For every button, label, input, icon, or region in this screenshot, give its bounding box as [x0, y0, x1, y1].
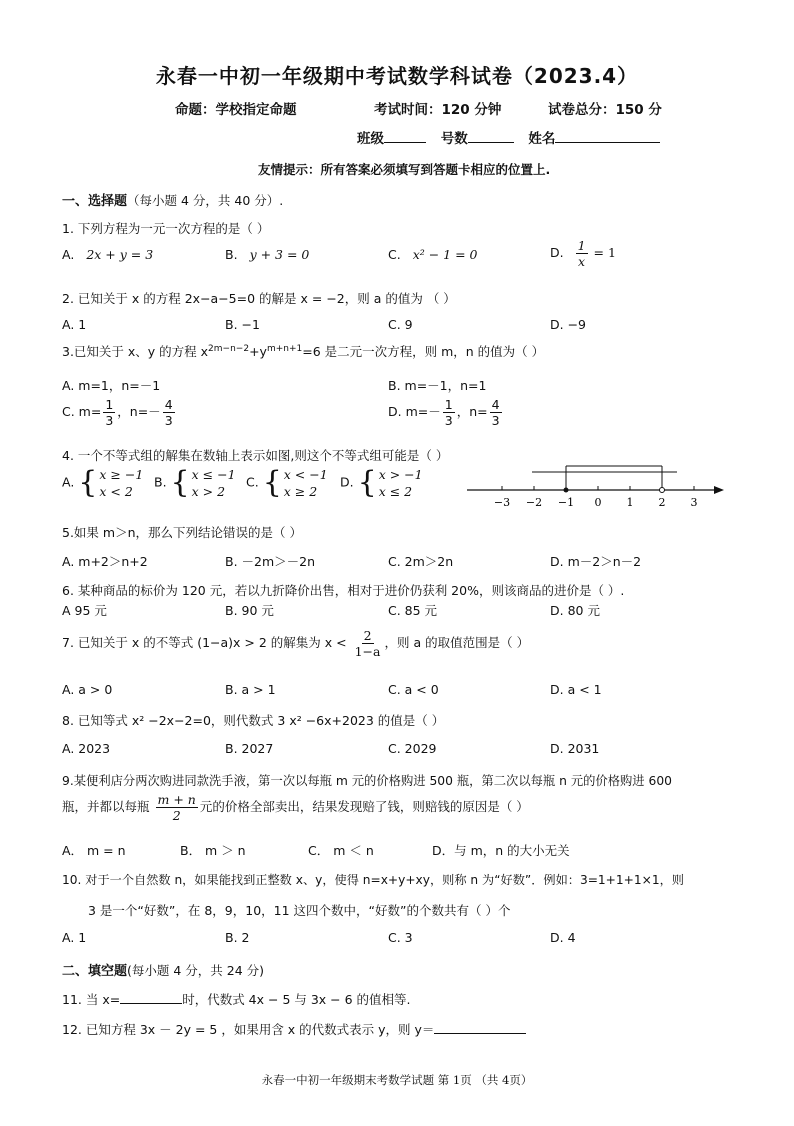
q4-option-c: C. { x < −1 x ≥ 2 — [246, 465, 328, 500]
q6-option-c: C. 85 元 — [388, 603, 438, 618]
q6-stem: 6. 某种商品的标价为 120 元，若以九折降价出售，相对于进价仍获利 20%，则该商品的进价是（ ）. — [62, 583, 625, 598]
tick-label: −3 — [493, 496, 511, 509]
section1-note: （每小题 4 分，共 40 分）. — [127, 193, 284, 208]
q3-option-b: B. m=－1，n=1 — [388, 378, 487, 393]
q10-option-c: C. 3 — [388, 930, 413, 945]
exam-time: 考试时间：120 分钟 — [374, 102, 502, 118]
tick-label: 1 — [626, 496, 634, 509]
class-label: 班级 — [357, 131, 384, 147]
q5-option-c: C. 2m＞2n — [388, 554, 454, 569]
q5-option-a: A. m+2＞n+2 — [62, 554, 148, 569]
q10-option-b: B. 2 — [225, 930, 250, 945]
exam-title: 永春一中初一年级期中考试数学科试卷（2023.4） — [155, 64, 639, 88]
q2-stem: 2. 已知关于 x 的方程 2x−a−5=0 的解是 x = −2，则 a 的值为 （ ） — [62, 291, 456, 306]
q7-option-c: C. a < 0 — [388, 682, 439, 697]
q9-option-a: A． m = n — [62, 843, 126, 858]
q3-stem: 3.已知关于 x、y 的方程 $x^{2m-n-2}+y^{m+n+1}=6$ 是二元一次方程，则 m，n 的值为（ ） — [62, 343, 545, 359]
q10-line1: 10. 对于一个自然数 n，如果能找到正整数 x、y，使得 n=x+y+xy，则称 n 为“好数”．例如：3=1+1+1×1，则 — [62, 873, 684, 887]
q1-stem: 1. 下列方程为一元一次方程的是（ ） — [62, 221, 270, 236]
number-line-arrow — [714, 486, 724, 494]
section2-note: (每小题 4 分，共 24 分) — [127, 963, 265, 978]
section1-title: 一、选择题 — [62, 194, 128, 209]
q7-option-d: D. a < 1 — [550, 682, 602, 697]
q4-stem: 4. 一个不等式组的解集在数轴上表示如图,则这个不等式组可能是（ ） — [62, 448, 449, 463]
name-label: 姓名 — [528, 131, 556, 147]
friendly-tip: 友情提示：所有答案必须填写到答题卡相应的位置上. — [258, 162, 551, 177]
exam-total: 试卷总分：150 分 — [548, 102, 662, 118]
q3-option-d: D. m=－ $\frac{1}{3}$ ，n= $\frac{4}{3}$ — [388, 397, 500, 428]
q5-option-b: B. －2m＞－2n — [225, 554, 316, 569]
tick-label: −2 — [525, 496, 543, 509]
section2-title: 二、填空题 — [62, 964, 128, 979]
q9-option-c: C． m ＜ n — [308, 843, 374, 858]
section1-heading — [62, 190, 283, 209]
q1-option-c: C. x² − 1 = 0 — [388, 247, 478, 262]
q12: 12. 已知方程 3x － 2y = 5 ，如果用含 x 的代数式表示 y，则 y＝ — [62, 1019, 526, 1038]
q3-option-c: C. m= $\frac{1}{3}$ ，n=－ $\frac{4}{3}$ — [62, 397, 173, 428]
q11: 11. 当 x= 时，代数式 4x − 5 与 3x − 6 的值相等. — [62, 989, 411, 1008]
tick-label: 3 — [690, 496, 698, 509]
number-label: 号数 — [440, 131, 468, 147]
page-footer: 永春一中初一年级期末考数学试题 第 1页 （共 4页） — [261, 1073, 533, 1087]
q1-option-b: B. y + 3 = 0 — [225, 247, 310, 262]
q11-blank — [120, 989, 182, 1004]
q10-option-a: A. 1 — [62, 930, 87, 945]
q8-option-d: D. 2031 — [550, 741, 600, 756]
q12-blank — [434, 1019, 526, 1034]
q8-option-a: A. 2023 — [62, 741, 111, 756]
q1-option-d: D. $\frac{1}{x}$ = 1 — [550, 238, 616, 269]
solid-point-neg1 — [564, 488, 569, 493]
q2-option-c: C. 9 — [388, 317, 413, 332]
exam-author: 命题：学校指定命题 — [175, 102, 297, 118]
q8-stem: 8. 已知等式 x² −2x−2=0，则代数式 3 x² −6x+2023 的值是（ ） — [62, 713, 445, 728]
q6-option-a: A 95 元 — [62, 603, 107, 618]
q9-line2: 瓶，并都以每瓶 $\frac{m + n}{2}$ 元的价格全部卖出，结果发现赔了钱，则赔钱的原因是（ ） — [62, 792, 529, 823]
q2-option-a: A. 1 — [62, 317, 87, 332]
q6-option-b: B. 90 元 — [225, 603, 274, 618]
open-point-2 — [660, 488, 665, 493]
class-field — [357, 127, 660, 147]
q10-line2: 3 是一个“好数”，在 8，9，10，11 这四个数中，“好数”的个数共有（ ）个 — [88, 903, 511, 918]
q9-option-b: B． m ＞ n — [180, 843, 246, 858]
q1-option-a: A. 2x + y = 3 — [62, 247, 154, 262]
q4-option-d: D. { x > −1 x ≤ 2 — [340, 465, 423, 500]
tick-label: 2 — [658, 496, 666, 509]
q7-option-a: A. a > 0 — [62, 682, 113, 697]
q4-option-b: B. { x ≤ −1 x > 2 — [154, 465, 236, 500]
q9-option-d: D．与 m，n 的大小无关 — [432, 843, 570, 858]
q8-option-b: B. 2027 — [225, 741, 274, 756]
number-line-figure — [462, 462, 732, 514]
q10-option-d: D. 4 — [550, 930, 576, 945]
q8-option-c: C. 2029 — [388, 741, 437, 756]
q5-stem: 5.如果 m＞n，那么下列结论错误的是（ ） — [62, 525, 302, 540]
tick-label: 0 — [594, 496, 602, 509]
q2-option-d: D. −9 — [550, 317, 586, 332]
q4-option-a: A. { x ≥ −1 x < 2 — [62, 465, 144, 500]
section2-heading — [62, 960, 264, 979]
q7-stem: 7. 已知关于 x 的不等式 (1−a)x > 2 的解集为 x < $\frac{2}{1-a}$ ，则 a 的取值范围是（ ） — [62, 628, 530, 659]
q9-line1: 9.某便利店分两次购进同款洗手液，第一次以每瓶 m 元的价格购进 500 瓶，第二次以每瓶 n 元的价格购进 600 — [62, 774, 672, 788]
q6-option-d: D. 80 元 — [550, 603, 600, 618]
q2-option-b: B. −1 — [225, 317, 260, 332]
q5-option-d: D. m－2＞n－2 — [550, 554, 642, 569]
q3-option-a: A. m=1，n=－1 — [62, 378, 161, 393]
q7-option-b: B. a > 1 — [225, 682, 276, 697]
tick-label: −1 — [557, 496, 575, 509]
